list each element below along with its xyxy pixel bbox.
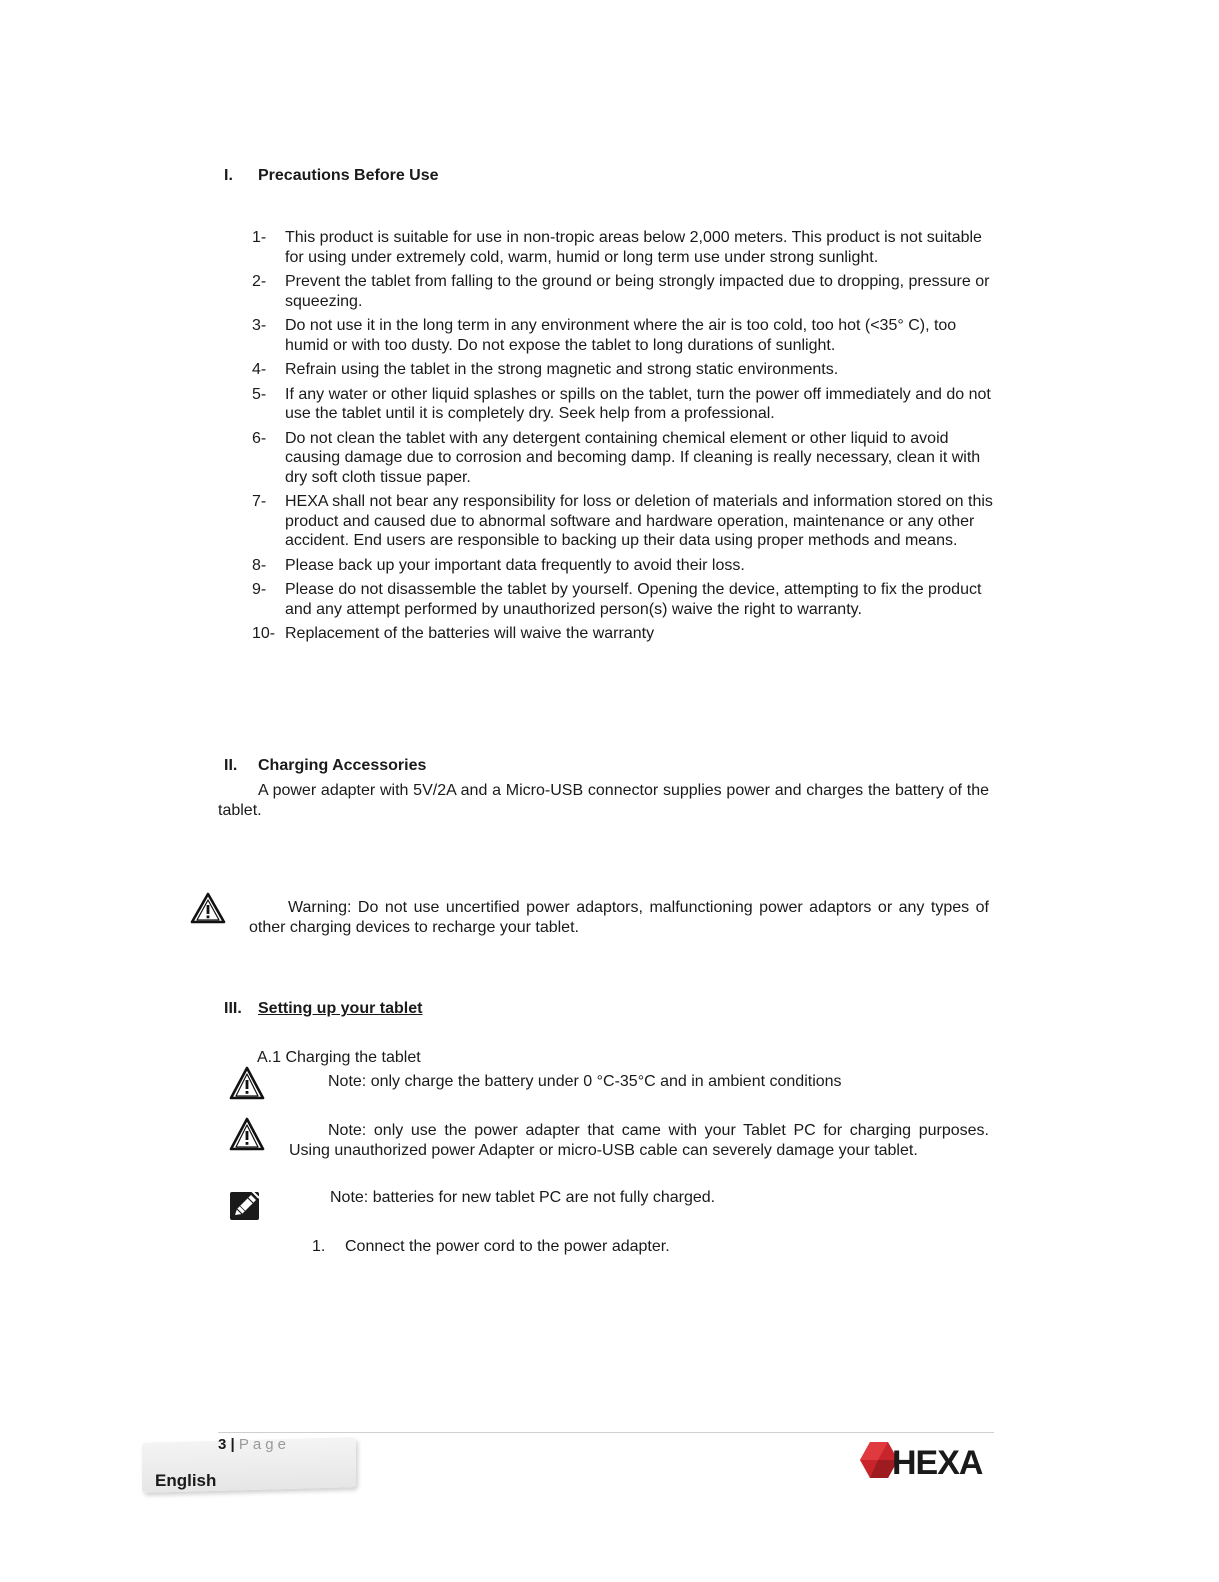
page-separator: | bbox=[230, 1436, 235, 1453]
section-1-number: I. bbox=[224, 167, 233, 184]
footer-divider bbox=[218, 1432, 994, 1433]
precaution-text: This product is suitable for use in non-tropic areas below 2,000 meters. This product is not suitable for using under extremely cold, warm, humid or long term use under strong sunlight. bbox=[285, 229, 982, 266]
pencil-note-icon bbox=[229, 1189, 261, 1221]
step-1-text: Connect the power cord to the power adapter. bbox=[345, 1238, 670, 1255]
precaution-text: Replacement of the batteries will waive the warranty bbox=[285, 625, 655, 642]
step-1 bbox=[312, 1237, 670, 1257]
precaution-text: Do not clean the tablet with any detergent containing chemical element or other liquid to avoid causing damage due to corrosion and becoming damp. If cleaning is really necessary, clean it with dry soft cloth tissue paper. bbox=[285, 429, 981, 486]
precaution-number: 6- bbox=[252, 429, 267, 447]
step-1-number: 1. bbox=[312, 1238, 326, 1255]
section-3-number: III. bbox=[224, 1000, 242, 1017]
precaution-text: HEXA shall not bear any responsibility for loss or deletion of materials and information stored on this product and caused due to abnormal software and hardware operation, maintenance or any other accident. End users are responsible to backing up their data using proper methods and means. bbox=[285, 493, 993, 549]
precaution-item bbox=[252, 228, 997, 267]
precaution-number: 7- bbox=[252, 493, 267, 510]
warning-text: Warning: Do not use uncertified power adaptors, malfunctioning power adaptors or any types of other charging devices to recharge your tablet. bbox=[249, 899, 989, 936]
precaution-text: Please back up your important data frequently to avoid their loss. bbox=[285, 556, 745, 574]
precaution-number: 4- bbox=[252, 361, 267, 378]
precautions-list bbox=[252, 228, 997, 649]
warning-icon bbox=[229, 1117, 265, 1151]
page-label: Page bbox=[238, 1436, 290, 1453]
warning-icon bbox=[229, 1066, 265, 1100]
precaution-number: 2- bbox=[252, 273, 267, 290]
precaution-text: If any water or other liquid splashes or spills on the tablet, turn the power off immediately and do not use the tablet until it is completely dry. Seek help from a professional. bbox=[285, 385, 991, 422]
precaution-number: 10- bbox=[252, 625, 276, 642]
warning-icon bbox=[190, 892, 226, 924]
precaution-number: 3- bbox=[252, 317, 267, 334]
precaution-number: 5- bbox=[252, 385, 267, 403]
section-1-title: Precautions Before Use bbox=[258, 167, 439, 184]
precaution-item bbox=[252, 360, 997, 380]
language-label: English bbox=[155, 1471, 217, 1490]
precaution-text: Prevent the tablet from falling to the ground or being strongly impacted due to dropping, pressure or squeezing. bbox=[285, 273, 990, 310]
precaution-item bbox=[252, 385, 997, 424]
subheading-charging: A.1 Charging the tablet bbox=[257, 1049, 421, 1066]
section-3-title: Setting up your tablet bbox=[258, 1000, 423, 1017]
precaution-item bbox=[252, 316, 997, 355]
section-2-title: Charging Accessories bbox=[258, 757, 427, 774]
precaution-text: Refrain using the tablet in the strong magnetic and strong static environments. bbox=[285, 361, 839, 378]
page-number-value: 3 bbox=[218, 1436, 227, 1453]
precaution-item bbox=[252, 624, 997, 644]
precaution-number: 8- bbox=[252, 556, 267, 574]
precaution-item bbox=[252, 272, 997, 311]
precaution-item bbox=[252, 556, 997, 576]
page-number bbox=[218, 1436, 290, 1453]
note-batteries: Note: batteries for new tablet PC are not fully charged. bbox=[330, 1189, 716, 1206]
precaution-item bbox=[252, 580, 997, 619]
note-temperature: Note: only charge the battery under 0 °C-35°C and in ambient conditions bbox=[328, 1073, 842, 1090]
note-adapter: Note: only use the power adapter that came with your Tablet PC for charging purposes. Using unauthorized power Adapter or micro-USB cable can severely damage your tablet. bbox=[289, 1122, 989, 1159]
section-2-number: II. bbox=[224, 757, 238, 774]
precaution-item bbox=[252, 429, 997, 488]
precaution-number: 9- bbox=[252, 581, 267, 598]
hexa-logo bbox=[858, 1440, 998, 1484]
precaution-text: Do not use it in the long term in any environment where the air is too cold, too hot (<35° C), too humid or with too dusty. Do not expose the tablet to long durations of sunlight. bbox=[285, 317, 957, 354]
charging-accessories-body: A power adapter with 5V/2A and a Micro-USB connector supplies power and charges the battery of the tablet. bbox=[218, 782, 989, 819]
precaution-text: Please do not disassemble the tablet by yourself. Opening the device, attempting to fix the product and any attempt performed by unauthorized person(s) waive the right to warranty. bbox=[285, 581, 982, 618]
logo-text: HEXA bbox=[892, 1444, 983, 1482]
precaution-item bbox=[252, 492, 997, 551]
precaution-number: 1- bbox=[252, 229, 267, 246]
